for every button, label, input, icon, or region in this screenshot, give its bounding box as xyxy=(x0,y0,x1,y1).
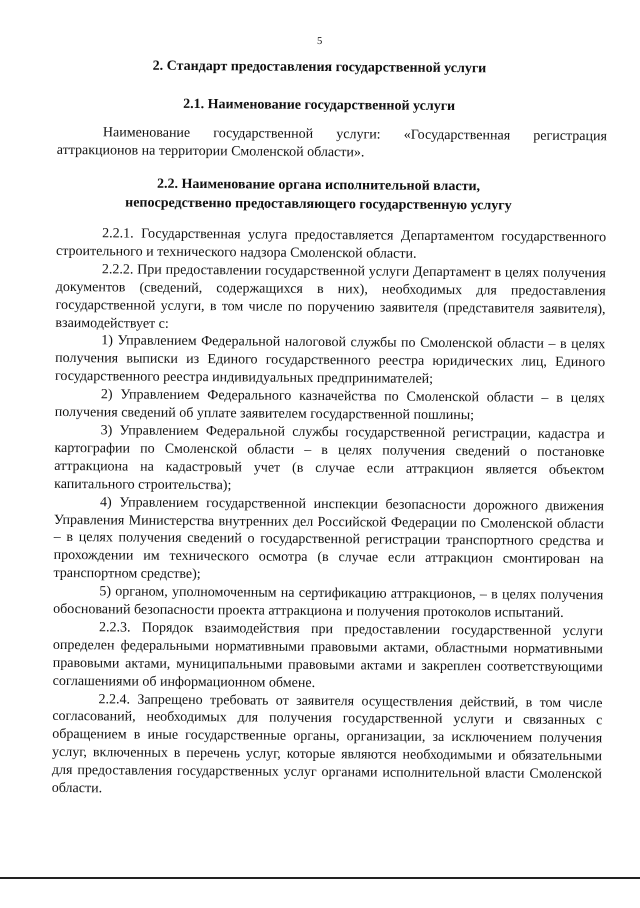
paragraph-2-2-4: 2.2.4. Запрещено требовать от заявителя осуществления действий, в том числе согласований, необходимых для получения государственной услуги и связанных с обращением в иные государственные органы, организации, за исключением получения услуг, включенных в перечень услуг, которые являются необходимыми и обязательными для предоставления государственных услуг органами исполнительной власти Смоленской области. xyxy=(51,691,603,797)
section-heading: 2. Стандарт предоставления государственной услуги xyxy=(152,58,487,77)
list-item-4: 4) Управлением государственной инспекции безопасности дорожного движения Управления Министерства внутренних дел Российской Федерации по Смоленской области – в целях получения сведений о государственной регистрации транспортного средства и прохождении им технического осмотра (в случае если аттракцион смонтирован на транспортном средстве); xyxy=(53,494,605,583)
list-item-5: 5) органом, уполномоченным на сертификацию аттракционов, – в целях получения обоснований безопасности проекта аттракциона и получения протоколов испытаний. xyxy=(53,584,604,621)
paragraph-2-2-1: 2.2.1. Государственная услуга предоставляется Департаментом государственного строительного и технического надзора Смоленской области. xyxy=(55,226,607,262)
paragraph-2-2-3: 2.2.3. Порядок взаимодействия при предоставлении государственной услуги определен федеральными нормативными правовыми актами, областными нормативными правовыми актами, муниципальными правовыми актами и закреплен соответствующими соглашениями об информационном обмене. xyxy=(52,620,604,691)
list-item-1: 1) Управлением Федеральной налоговой службы по Смоленской области – в целях получения выписки из Единого государственного реестра юридических лиц, Единого государственного реестра индивидуальных предпринимателей; xyxy=(54,333,606,388)
service-name-paragraph: Наименование государственной услуги: «Государственная регистрация аттракционов на территории Смоленской области». xyxy=(56,125,607,161)
scan-edge-line xyxy=(0,877,640,879)
list-item-3: 3) Управлением Федеральной службы государственной регистрации, кадастра и картографии по Смоленской области – в целях получения сведений о постановке аттракциона на кадастровый учет (в случае если аттракцион является объектом капитального строительства); xyxy=(54,423,605,494)
subsection-heading-2-2 xyxy=(0,173,639,216)
page-number: 5 xyxy=(317,35,323,48)
subsection-heading-2-1: 2.1. Наименование государственной услуги xyxy=(183,96,456,115)
subsection-heading-2-2-text: 2.2. Наименование органа исполнительной власти, непосредственно предоставляющего государственную услугу xyxy=(125,176,512,214)
paragraph-2-2-2: 2.2.2. При предоставлении государственной услуги Департамент в целях получения документов (сведений, содержащихся в них), необходимых для предоставления государственной услуги, в том числе по поручению заявителя (представителя заявителя), взаимодействует с: xyxy=(55,262,606,332)
list-item-2: 2) Управлением Федерального казначейства по Смоленской области – в целях получения сведений об уплате заявителем государственной пошлины; xyxy=(54,387,605,424)
service-name-block xyxy=(57,124,607,164)
body-text xyxy=(52,225,606,802)
